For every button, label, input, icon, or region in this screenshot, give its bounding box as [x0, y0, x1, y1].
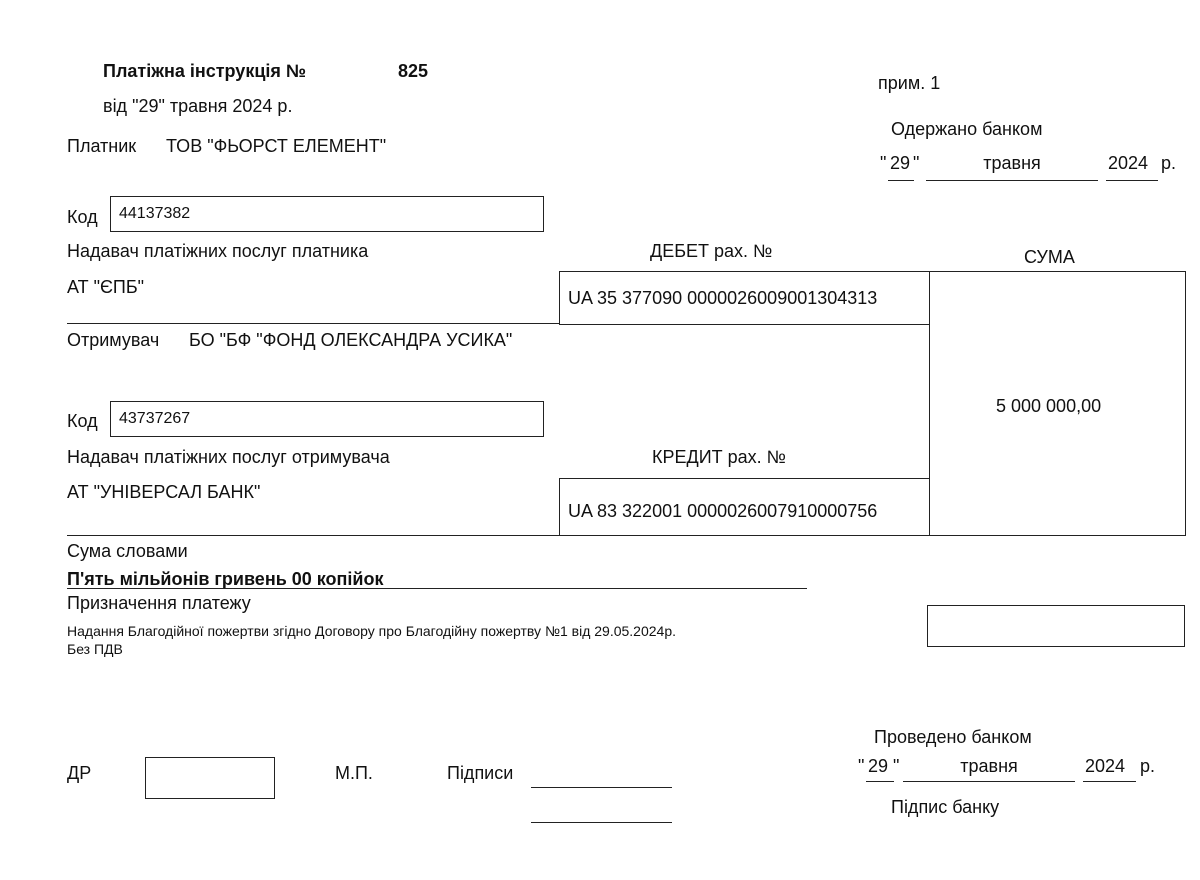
debit-account-field	[559, 271, 930, 325]
credit-account: UA 83 322001 0000026007910000756	[568, 501, 878, 521]
purpose-label: Призначення платежу	[67, 593, 251, 613]
processed-month: травня	[960, 756, 1018, 776]
received-day: 29	[890, 153, 911, 173]
processed-year-underline	[1083, 781, 1136, 782]
purpose-side-box	[927, 605, 1185, 647]
received-day-underline	[888, 180, 914, 181]
recipient-code-field	[110, 401, 544, 437]
recipient-name: БО "БФ "ФОНД ОЛЕКСАНДРА УСИКА"	[189, 330, 513, 350]
bank-signature-label: Підпис банку	[891, 797, 1000, 817]
received-quote-open: "	[880, 153, 887, 173]
amount-label: СУМА	[1024, 247, 1075, 267]
note-label: прим. 1	[878, 73, 941, 93]
credit-label: КРЕДИТ рах. №	[652, 447, 786, 467]
payer-bank-label: Надавач платіжних послуг платника	[67, 241, 369, 261]
processed-month-underline	[903, 781, 1075, 782]
debit-label: ДЕБЕТ рах. №	[650, 241, 773, 261]
document-number: 825	[398, 61, 429, 81]
document-date: від "29" травня 2024 р.	[103, 96, 293, 116]
signature-line-1	[531, 787, 672, 788]
payer-code-field	[110, 196, 544, 232]
processed-by-bank-label: Проведено банком	[874, 727, 1032, 747]
processed-quote-open: "	[858, 756, 865, 776]
recipient-label: Отримувач	[67, 330, 160, 350]
processed-quote-close: "	[893, 756, 900, 776]
payer-bank: АТ "ЄПБ"	[67, 277, 145, 297]
recipient-bank-label: Надавач платіжних послуг отримувача	[67, 447, 390, 467]
payer-section-divider	[67, 323, 559, 324]
recipient-section-divider	[67, 535, 559, 536]
dr-box	[145, 757, 275, 799]
amount-words-label: Сума словами	[67, 541, 188, 561]
amount-box	[929, 271, 1186, 536]
document-title: Платіжна інструкція №	[103, 61, 306, 81]
payer-code: 44137382	[119, 205, 191, 222]
signature-line-2	[531, 822, 672, 823]
amount-words-underline	[67, 588, 807, 589]
amount-value: 5 000 000,00	[996, 396, 1102, 416]
purpose-line-2: Без ПДВ	[67, 641, 123, 657]
received-year: 2024	[1108, 153, 1149, 173]
debit-account: UA 35 377090 0000026009001304313	[568, 288, 878, 308]
received-quote-close: "	[913, 153, 920, 173]
signatures-label: Підписи	[447, 763, 514, 783]
received-month-underline	[926, 180, 1098, 181]
processed-day-underline	[866, 781, 894, 782]
recipient-bank: АТ "УНІВЕРСАЛ БАНК"	[67, 482, 261, 502]
processed-year-suffix: р.	[1140, 756, 1156, 776]
payer-label: Платник	[67, 136, 137, 156]
payer-name: ТОВ "ФЬОРСТ ЕЛЕМЕНТ"	[166, 136, 387, 156]
recipient-code-label: Код	[67, 411, 98, 431]
received-by-bank-label: Одержано банком	[891, 119, 1043, 139]
purpose-line-1: Надання Благодійної пожертви згідно Договору про Благодійну пожертву №1 від 29.05.2024р.	[67, 623, 676, 639]
dr-label: ДР	[67, 763, 92, 783]
recipient-code: 43737267	[119, 410, 191, 427]
processed-year: 2024	[1085, 756, 1126, 776]
amount-words-value: П'ять мільйонів гривень 00 копійок	[67, 569, 384, 589]
stamp-label: М.П.	[335, 763, 373, 783]
payer-code-label: Код	[67, 207, 98, 227]
received-year-suffix: р.	[1161, 153, 1177, 173]
received-year-underline	[1106, 180, 1158, 181]
credit-account-field	[559, 478, 930, 536]
processed-day: 29	[868, 756, 889, 776]
received-month: травня	[983, 153, 1041, 173]
